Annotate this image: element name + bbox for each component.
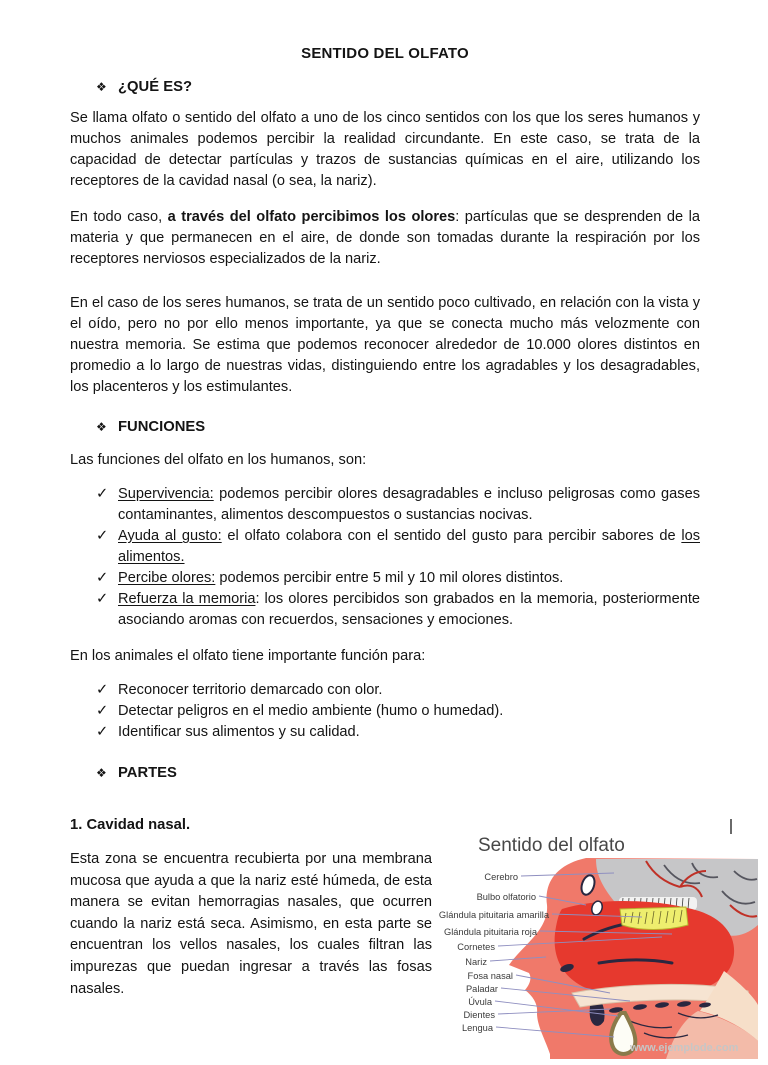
- funciones-intro: Las funciones del olfato en los humanos, son:: [70, 452, 367, 468]
- check-bullet-icon: ✓: [96, 703, 109, 719]
- yellow-gland-shape: [620, 907, 688, 930]
- list-item: [70, 722, 700, 743]
- check-bullet-icon: ✓: [96, 591, 109, 607]
- underlined-term: Refuerza la memoria: [118, 591, 256, 607]
- label-glandula-roja: Glándula pituitaria roja: [443, 927, 537, 937]
- list-item: [70, 526, 700, 568]
- underlined-term: Ayuda al gusto:: [118, 528, 222, 544]
- list-item-text: [118, 589, 700, 631]
- list-item: [70, 589, 700, 631]
- list-item-body: el olfato colabora con el sentido del gusto para percibir sabores de: [221, 528, 682, 544]
- list-item-text: [118, 484, 700, 526]
- section-heading-label: ¿QUÉ ES?: [118, 79, 192, 95]
- underlined-term: Percibe olores:: [118, 570, 216, 586]
- partes-section: [70, 817, 739, 1054]
- section-heading-que-es: [70, 79, 700, 95]
- label-cornetes: Cornetes: [457, 942, 495, 952]
- list-item: [70, 680, 700, 701]
- label-dientes: Dientes: [463, 1010, 495, 1020]
- diamond-bullet-icon: ❖: [96, 80, 107, 94]
- label-uvula: Úvula: [468, 997, 492, 1007]
- list-item: [70, 701, 700, 722]
- section-heading-label: PARTES: [118, 765, 177, 781]
- smell-anatomy-diagram: [434, 813, 760, 1065]
- check-bullet-icon: ✓: [96, 486, 109, 502]
- underlined-term: Supervivencia:: [118, 486, 214, 502]
- label-bulbo-olfatorio: Bulbo olfatorio: [476, 892, 536, 902]
- list-item-body: podemos percibir entre 5 mil y 10 mil olores distintos.: [215, 570, 564, 586]
- label-nariz: Nariz: [465, 957, 487, 967]
- diamond-bullet-icon: ❖: [96, 766, 107, 780]
- anatomy-figure: [434, 813, 760, 1065]
- list-item-text: [118, 568, 700, 589]
- paragraph-que-es-2: [70, 207, 700, 270]
- list-item-text: Detectar peligros en el medio ambiente (humo o humedad).: [118, 703, 504, 719]
- cavidad-nasal-heading: 1. Cavidad nasal.: [70, 817, 191, 833]
- list-item: [70, 568, 700, 589]
- label-lengua: Lengua: [461, 1023, 493, 1033]
- section-heading-funciones: [70, 419, 700, 435]
- list-item-text: Reconocer territorio demarcado con olor.: [118, 682, 383, 698]
- list-item-text: Identificar sus alimentos y su calidad.: [118, 724, 360, 740]
- underlined-term: los alimentos.: [118, 528, 700, 565]
- list-item: [70, 484, 700, 526]
- list-item-text: [118, 526, 700, 568]
- check-bullet-icon: ✓: [96, 724, 109, 740]
- paragraph-que-es-3: En el caso de los seres humanos, se trata de un sentido poco cultivado, en relación con la vista y el oído, pero no por ello menos importante, ya que se conecta mucho más velozmente con nuestra memoria. Se estima que podemos reconocer alrededor de 10.000 olores distintos en promedio a lo largo de nuestras vidas, distinguiendo entre los agradables y los desagradables, los placenteros y los estimulantes.: [70, 295, 700, 395]
- section-heading-partes: [70, 765, 700, 781]
- check-bullet-icon: ✓: [96, 570, 109, 586]
- label-fosa-nasal: Fosa nasal: [467, 971, 513, 981]
- list-item-body: : los olores percibidos son grabados en la memoria, posteriormente asociando aromas con recuerdos, sensaciones y emociones.: [118, 591, 700, 628]
- list-item-body: podemos percibir olores desagradables e incluso peligrosas como gases contaminantes, alimentos descompuestos o sustancias nocivas.: [118, 486, 700, 523]
- diamond-bullet-icon: ❖: [96, 420, 107, 434]
- paragraph-segment: : partículas que se desprenden de la materia y que permanecen en el aire, de donde son tomadas durante la respiración por los receptores nerviosos especializados de la nariz.: [70, 209, 700, 267]
- label-glandula-amarilla: Glándula pituitaria amarilla: [438, 910, 549, 920]
- animales-intro: En los animales el olfato tiene importante función para:: [70, 648, 426, 664]
- section-heading-label: FUNCIONES: [118, 419, 206, 435]
- label-paladar: Paladar: [465, 984, 498, 994]
- page-title: SENTIDO DEL OLFATO: [301, 45, 469, 62]
- check-bullet-icon: ✓: [96, 682, 109, 698]
- watermark-text: www.ejemplode.com: [630, 1042, 739, 1054]
- funciones-list: [70, 484, 700, 631]
- animales-list: [70, 680, 700, 743]
- partes-text-column: [70, 817, 432, 1000]
- paragraph-segment: En todo caso,: [70, 209, 168, 225]
- check-bullet-icon: ✓: [96, 528, 109, 544]
- cavidad-nasal-paragraph: Esta zona se encuentra recubierta por una membrana mucosa que ayuda a que la nariz esté húmeda, de esta manera se evitan hemorragias nasales, que ocurren cuando la nariz está seca. Asimismo, en esta parte se encuentran los vellos nasales, los cuales filtran las impurezas que puedan ingresar a través las fosas nasales.: [70, 851, 432, 997]
- paragraph-que-es-1: Se llama olfato o sentido del olfato a uno de los cinco sentidos con los que los seres humanos y muchos animales podemos percibir la realidad circundante. En este caso, se trata de la capacidad de detectar partículas y trazos de sustancias químicas en el aire, utilizando los receptores de la cavidad nasal (o sea, la nariz).: [70, 110, 700, 189]
- label-cerebro: Cerebro: [484, 872, 518, 882]
- bold-phrase: a través del olfato percibimos los olores: [167, 209, 456, 225]
- figure-title: Sentido del olfato: [478, 835, 625, 856]
